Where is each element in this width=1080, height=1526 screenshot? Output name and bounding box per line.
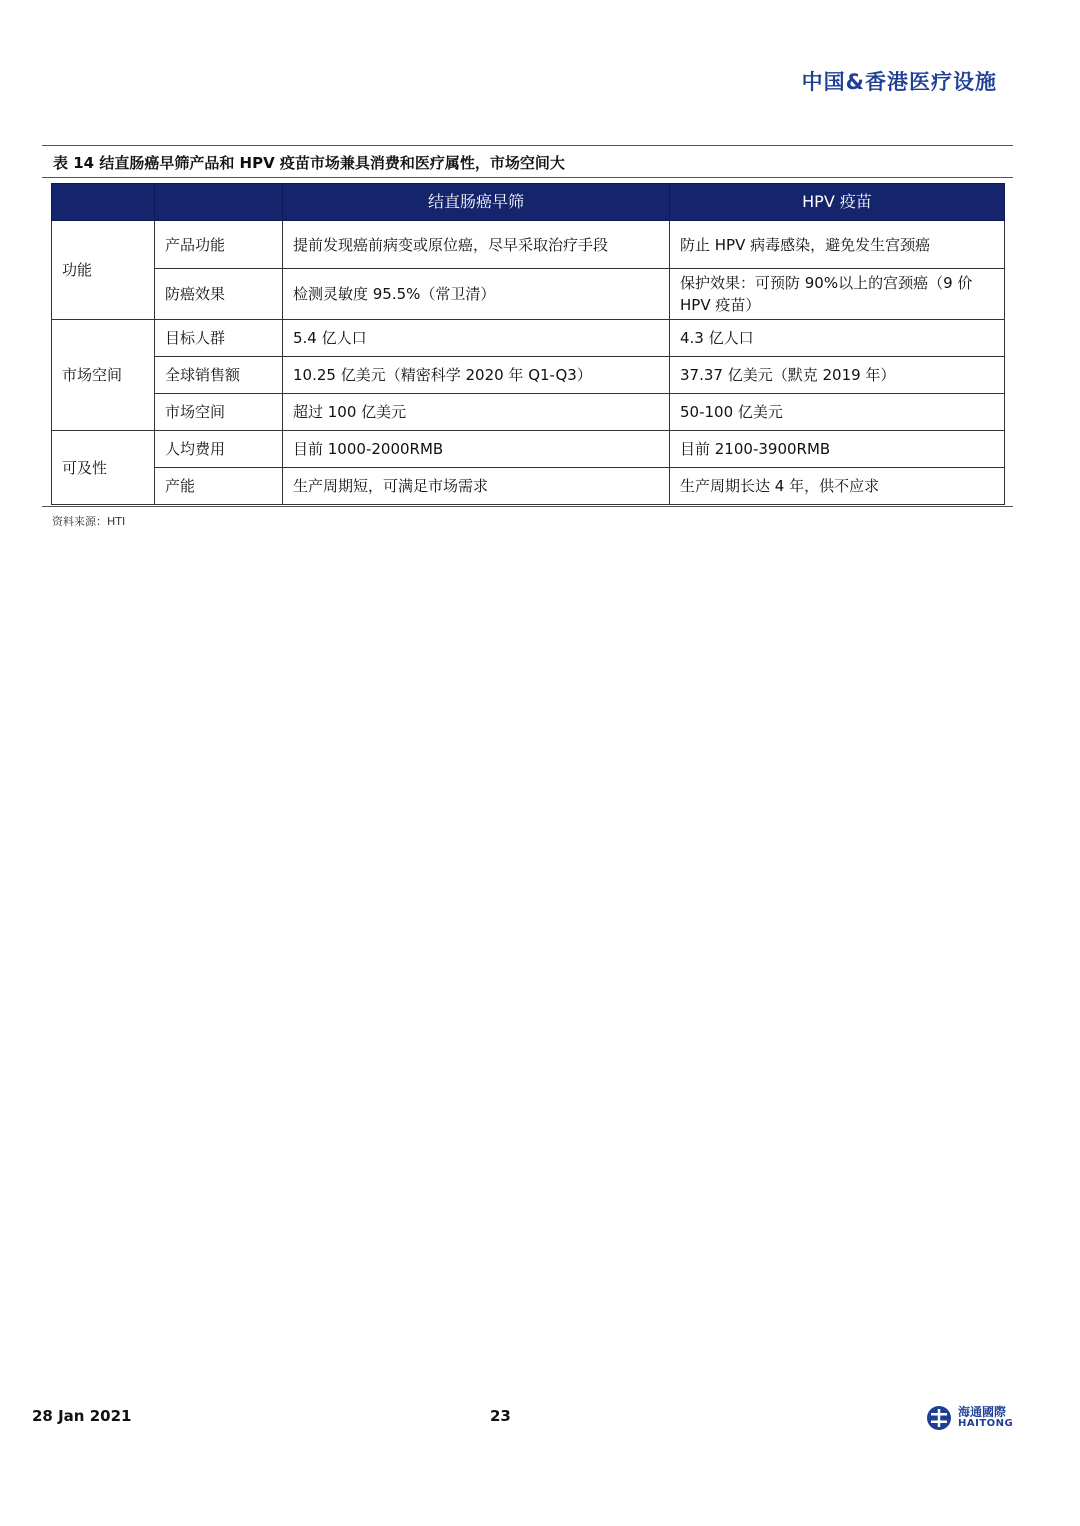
table-header-row: [52, 184, 1005, 221]
crc-cell: 超过 100 亿美元: [283, 394, 670, 431]
category-cell: 市场空间: [52, 320, 155, 431]
table-bottom-rule: [42, 506, 1013, 507]
table-row: [52, 269, 1005, 320]
table-row: [52, 468, 1005, 505]
metric-cell: 全球销售额: [155, 357, 283, 394]
report-title: 中国&香港医疗设施: [801, 70, 997, 94]
crc-cell: 10.25 亿美元（精密科学 2020 年 Q1-Q3）: [283, 357, 670, 394]
hpv-cell: 防止 HPV 病毒感染，避免发生宫颈癌: [670, 221, 1005, 269]
metric-cell: 产品功能: [155, 221, 283, 269]
table-caption-bar: [42, 145, 1013, 178]
metric-cell: 市场空间: [155, 394, 283, 431]
table-row: [52, 431, 1005, 468]
header-cell-blank-2: [155, 184, 283, 221]
crc-cell: 目前 1000-2000RMB: [283, 431, 670, 468]
header-cell-blank-1: [52, 184, 155, 221]
header-cell-crc: 结直肠癌早筛: [283, 184, 670, 221]
table-row: [52, 394, 1005, 431]
crc-cell: 检测灵敏度 95.5%（常卫清）: [283, 269, 670, 320]
hpv-cell: 生产周期长达 4 年，供不应求: [670, 468, 1005, 505]
haitong-logo-icon: [926, 1405, 952, 1431]
table-row: [52, 320, 1005, 357]
hpv-cell: 保护效果：可预防 90%以上的宫颈癌（9 价 HPV 疫苗）: [670, 269, 1005, 320]
category-cell: 可及性: [52, 431, 155, 505]
comparison-table: [51, 183, 1005, 505]
crc-cell: 提前发现癌前病变或原位癌，尽早采取治疗手段: [283, 221, 670, 269]
table-row: [52, 221, 1005, 269]
logo-text-en: HAITONG: [958, 1418, 1014, 1429]
category-cell: 功能: [52, 221, 155, 320]
table-row: [52, 357, 1005, 394]
table-caption: 表 14 结直肠癌早筛产品和 HPV 疫苗市场兼具消费和医疗属性，市场空间大: [53, 154, 565, 172]
source-note: 资料来源：HTI: [52, 515, 126, 528]
crc-cell: 5.4 亿人口: [283, 320, 670, 357]
header-cell-hpv: HPV 疫苗: [670, 184, 1005, 221]
hpv-cell: 37.37 亿美元（默克 2019 年）: [670, 357, 1005, 394]
metric-cell: 产能: [155, 468, 283, 505]
logo-text-cn: 海通國際: [958, 1405, 1007, 1419]
crc-cell: 生产周期短，可满足市场需求: [283, 468, 670, 505]
hpv-cell: 目前 2100-3900RMB: [670, 431, 1005, 468]
page-number: 23: [490, 1407, 511, 1425]
metric-cell: 防癌效果: [155, 269, 283, 320]
haitong-logo: [926, 1403, 1016, 1435]
hpv-cell: 50-100 亿美元: [670, 394, 1005, 431]
metric-cell: 目标人群: [155, 320, 283, 357]
footer-date: 28 Jan 2021: [32, 1407, 132, 1425]
hpv-cell: 4.3 亿人口: [670, 320, 1005, 357]
metric-cell: 人均费用: [155, 431, 283, 468]
